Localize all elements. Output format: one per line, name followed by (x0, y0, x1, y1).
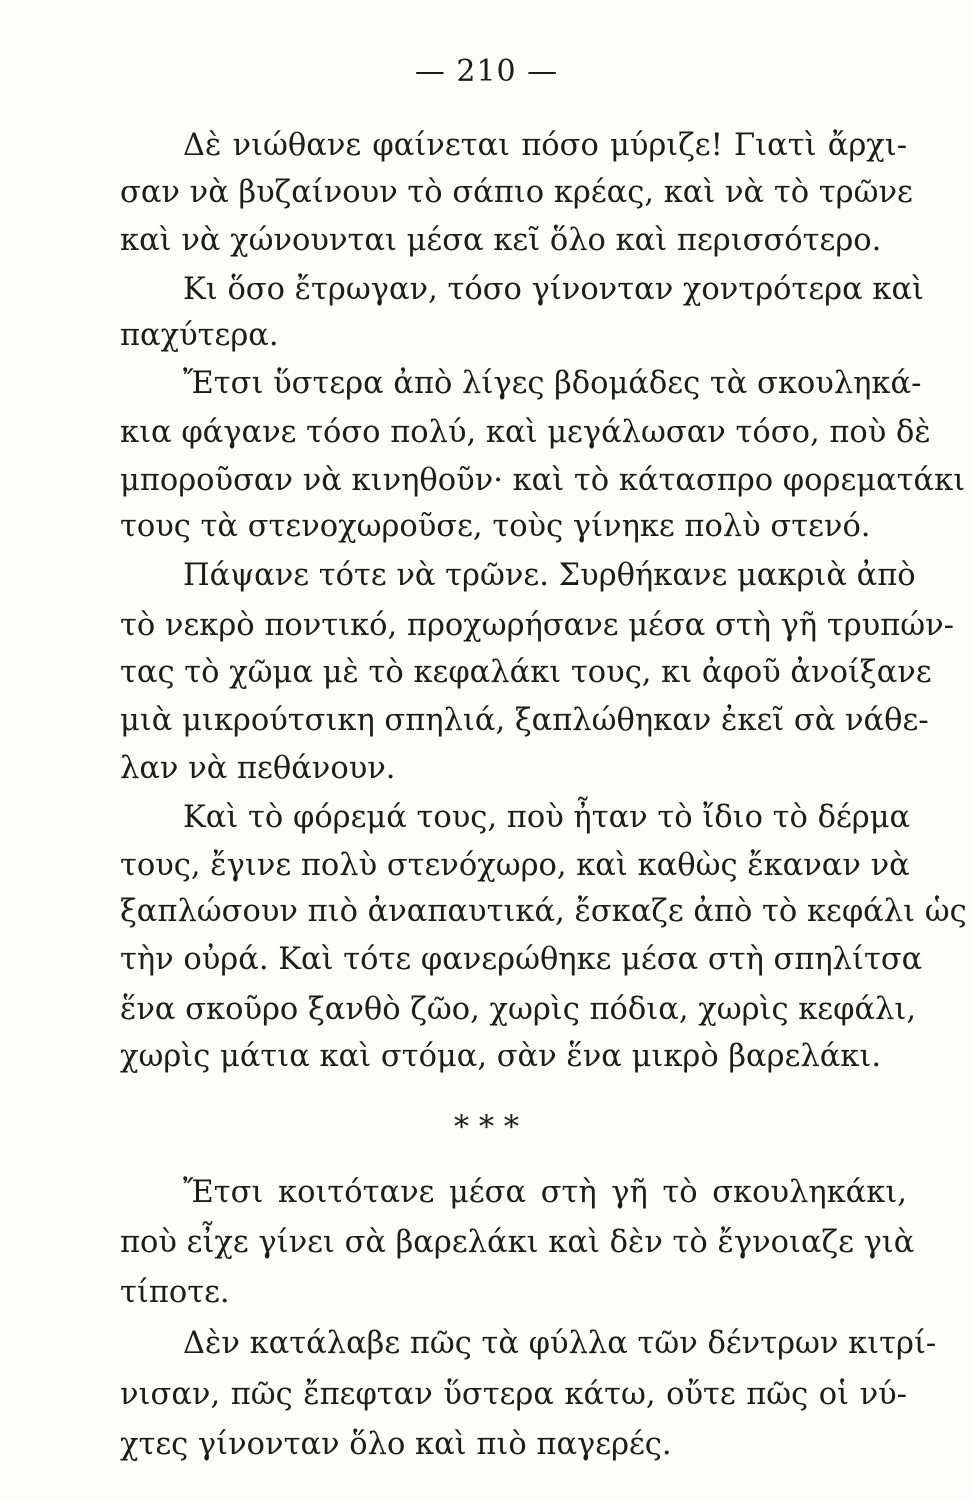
text-line: τους, ἔγινε πολὺ στενόχωρο, καὶ καθὼς ἔκαναν νὰ (120, 848, 910, 883)
text-line: μποροῦσαν νὰ κινηθοῦν· καὶ τὸ κάτασπρο φορεματάκι (120, 463, 966, 498)
section-separator: * * * (453, 1110, 520, 1145)
text-line: τὴν οὐρά. Καὶ τότε φανερώθηκε μέσα στὴ σπηλίτσα (120, 942, 923, 977)
text-line: Ἔτσι κοιτότανε μέσα στὴ γῆ τὸ σκουληκάκι, (183, 1175, 907, 1210)
text-line: τους τὰ στενοχωροῦσε, τοὺς γίνηκε πολὺ στενό. (120, 509, 871, 544)
text-line: Ἔτσι ὕστερα ἀπὸ λίγες βδομάδες τὰ σκουληκά- (183, 366, 922, 401)
text-line: κια φάγανε τόσο πολύ, καὶ μεγάλωσαν τόσο, ποὺ δὲ (120, 415, 931, 450)
text-line: σαν νὰ βυζαίνουν τὸ σάπιο κρέας, καὶ νὰ τὸ τρῶνε (120, 175, 913, 210)
text-line: Πάψανε τότε νὰ τρῶνε. Συρθήκανε μακριὰ ἀπὸ (183, 558, 916, 593)
text-line: παχύτερα. (120, 318, 279, 353)
text-line: μιὰ μικρούτσικη σπηλιά, ξαπλώθηκαν ἐκεῖ σὰ νάθε- (120, 703, 929, 738)
text-line: ἕνα σκοῦρο ξανθὸ ζῶο, χωρὶς πόδια, χωρὶς κεφάλι, (120, 992, 917, 1027)
text-line: νισαν, πῶς ἔπεφταν ὕστερα κάτω, οὔτε πῶς οἱ νύ- (120, 1377, 907, 1412)
text-line: τας τὸ χῶμα μὲ τὸ κεφαλάκι τους, κι ἀφοῦ ἀνοίξανε (120, 655, 932, 690)
text-line: τὸ νεκρὸ ποντικό, προχωρήσανε μέσα στὴ γῆ τρυπών- (120, 608, 954, 643)
text-line: Δὲν κατάλαβε πῶς τὰ φύλλα τῶν δέντρων κιτρί- (183, 1326, 937, 1361)
text-line: λαν νὰ πεθάνουν. (120, 751, 396, 786)
text-line: χτες γίνονταν ὅλο καὶ πιὸ παγερές. (120, 1427, 672, 1462)
text-line: ξαπλώσουν πιὸ ἀναπαυτικά, ἔσκαζε ἀπὸ τὸ κεφάλι ὡς (120, 894, 967, 929)
text-line: Δὲ νιώθανε φαίνεται πόσο μύριζε! Γιατὶ ἄρχι- (183, 128, 907, 163)
text-line: τίποτε. (120, 1275, 230, 1310)
text-line: Καὶ τὸ φόρεμά τους, ποὺ ἦταν τὸ ἴδιο τὸ δέρμα (183, 800, 911, 835)
text-line: ποὺ εἶχε γίνει σὰ βαρελάκι καὶ δὲν τὸ ἔγνοιαζε γιὰ (120, 1225, 915, 1260)
text-line: Κι ὅσο ἔτρωγαν, τόσο γίνονταν χοντρότερα καὶ (183, 272, 924, 307)
text-line: καὶ νὰ χώνουνται μέσα κεῖ ὅλο καὶ περισσότερο. (120, 223, 882, 258)
text-line: χωρὶς μάτια καὶ στόμα, σὰν ἕνα μικρὸ βαρελάκι. (120, 1039, 882, 1074)
page-number: — 210 — (414, 54, 559, 89)
